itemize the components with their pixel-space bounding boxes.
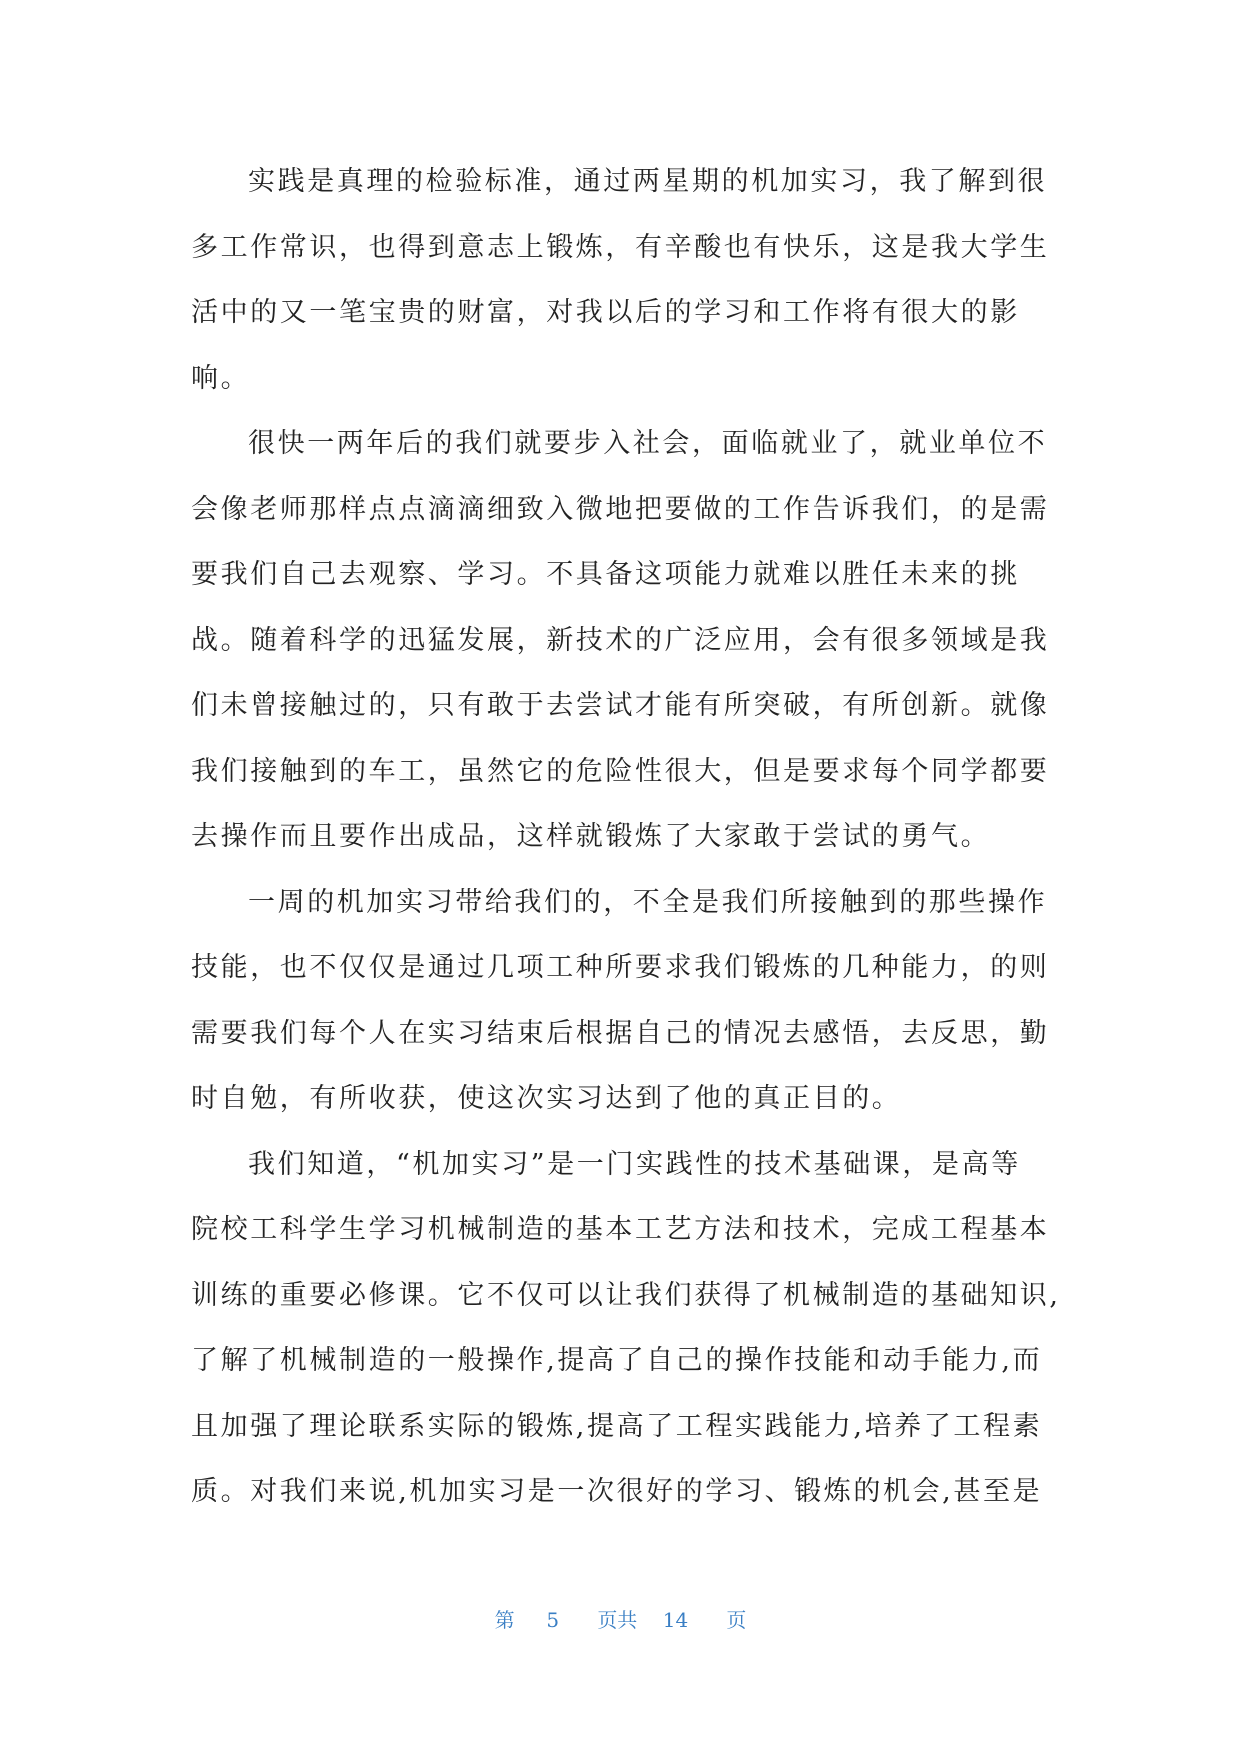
text-line: 去操作而且要作出成品，这样就锻炼了大家敢于尝试的勇气。	[191, 821, 991, 852]
text-line: 战。随着科学的迅猛发展，新技术的广泛应用，会有很多领域是我	[191, 624, 1050, 656]
text-line: 我们知道，“机加实习”是一门实践性的技术基础课，是高等	[248, 1148, 1021, 1180]
text-line: 技能，也不仅仅是通过几项工种所要求我们锻炼的几种能力，的则	[191, 952, 1050, 983]
body-text	[191, 158, 1061, 1534]
page-footer	[0, 1604, 1241, 1633]
text-line: 实践是真理的检验标准，通过两星期的机加实习，我了解到很	[248, 166, 1048, 197]
text-line: 响。	[191, 362, 251, 394]
text-line: 院校工科学生学习机械制造的基本工艺方法和技术，完成工程基本	[191, 1214, 1050, 1245]
text-line: 质。对我们来说,机加实习是一次很好的学习、锻炼的机会,甚至是	[191, 1476, 1043, 1507]
text-line: 了解了机械制造的一般操作,提高了自己的操作技能和动手能力,而	[191, 1345, 1043, 1376]
text-line: 活中的又一笔宝贵的财富，对我以后的学习和工作将有很大的影	[191, 297, 1020, 328]
footer-suffix: 页	[726, 1608, 747, 1632]
text-line: 且加强了理论联系实际的锻炼,提高了工程实践能力,培养了工程素	[191, 1410, 1043, 1442]
text-line: 需要我们每个人在实习结束后根据自己的情况去感悟，去反思，勤	[191, 1017, 1050, 1049]
paragraph	[191, 1141, 1061, 1534]
text-line: 很快一两年后的我们就要步入社会，面临就业了，就业单位不	[248, 428, 1048, 459]
footer-middle: 页共	[597, 1608, 638, 1632]
paragraph	[191, 158, 1051, 420]
total-pages-number: 14	[662, 1608, 689, 1632]
text-line: 我们接触到的车工，虽然它的危险性很大，但是要求每个同学都要	[191, 755, 1050, 787]
text-line: 们未曾接触过的，只有敢于去尝试才能有所突破，有所创新。就像	[191, 690, 1050, 721]
text-line: 多工作常识，也得到意志上锻炼，有辛酸也有快乐，这是我大学生	[191, 231, 1050, 263]
footer-prefix: 第	[494, 1608, 515, 1632]
text-line: 会像老师那样点点滴滴细致入微地把要做的工作告诉我们，的是需	[191, 493, 1050, 525]
current-page-number: 5	[546, 1608, 560, 1632]
paragraph	[191, 879, 1051, 1141]
paragraph	[191, 420, 1051, 879]
text-line: 一周的机加实习带给我们的，不全是我们所接触到的那些操作	[248, 886, 1048, 918]
text-line: 要我们自己去观察、学习。不具备这项能力就难以胜任未来的挑	[191, 559, 1020, 590]
text-line: 训练的重要必修课。它不仅可以让我们获得了机械制造的基础知识,	[191, 1279, 1061, 1311]
text-line: 时自勉，有所收获，使这次实习达到了他的真正目的。	[191, 1083, 902, 1114]
